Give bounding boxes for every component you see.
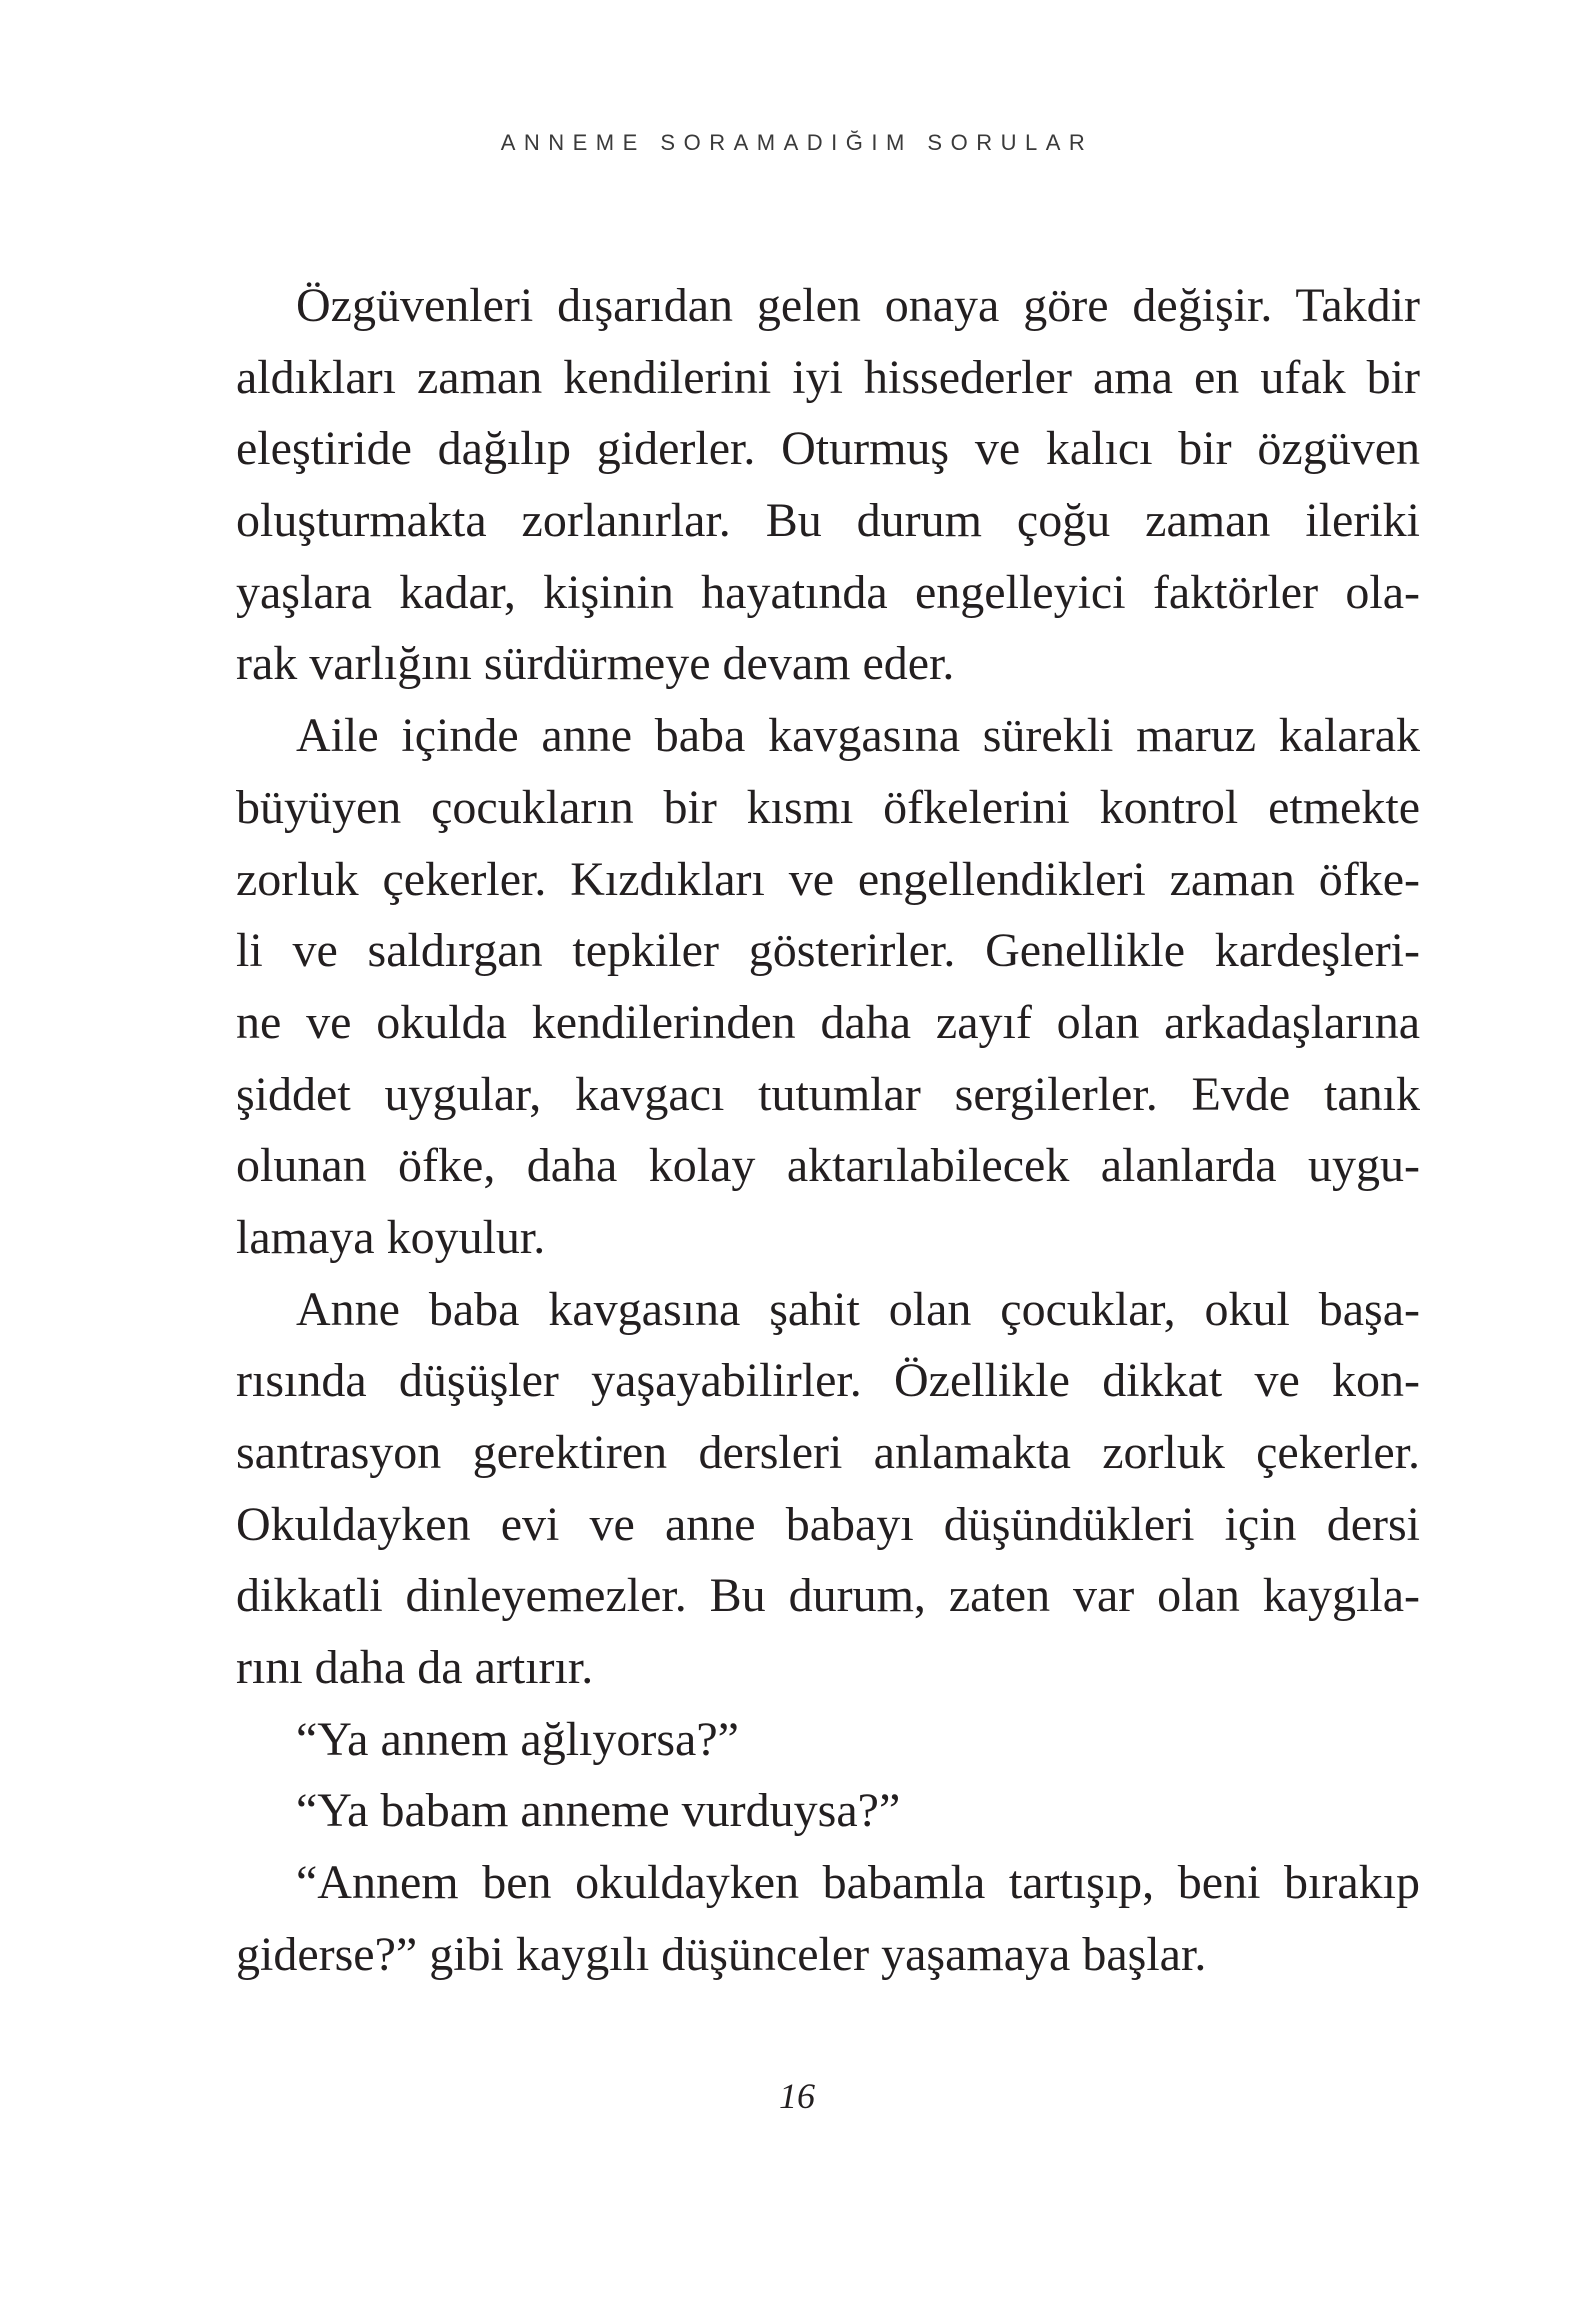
text-line: Özgüvenleri dışarıdan gelen onaya göre değişir. Takdir xyxy=(296,279,1420,332)
quote-line: “Ya babam anneme vurduysa?” xyxy=(296,1784,901,1838)
text-line: zorluk çekerler. Kızdıkları ve engellendikleri zaman öfke- xyxy=(236,852,1420,906)
text-line: santrasyon gerektiren dersleri anlamakta zorluk çekerler. xyxy=(236,1426,1420,1479)
text-line: oluşturmakta zorlanırlar. Bu durum çoğu zaman ileriki xyxy=(236,494,1420,548)
text-line: li ve saldırgan tepkiler gösterirler. Genellikle kardeşleri- xyxy=(236,924,1420,978)
text-line: ne ve okulda kendilerinden daha zayıf olan arkadaşlarına xyxy=(236,995,1420,1049)
quote-line: “Ya annem ağlıyorsa?” xyxy=(296,1712,739,1766)
text-line: olunan öfke, daha kolay aktarılabilecek alanlarda uygu- xyxy=(236,1139,1420,1193)
text-line: Aile içinde anne baba kavgasına sürekli maruz kalarak xyxy=(296,709,1420,763)
text-line: lamaya koyulur. xyxy=(236,1210,546,1264)
running-header: ANNEME SORAMADIĞIM SORULAR xyxy=(500,130,1094,155)
text-line: yaşlara kadar, kişinin hayatında engelleyici faktörler ola- xyxy=(236,565,1420,619)
body-text xyxy=(236,270,1420,1991)
text-line: Anne baba kavgasına şahit olan çocuklar, okul başa- xyxy=(296,1282,1420,1336)
text-line: aldıkları zaman kendilerini iyi hissederler ama en ufak bir xyxy=(236,350,1420,404)
page-number: 16 xyxy=(779,2076,815,2116)
text-line: büyüyen çocukların bir kısmı öfkelerini kontrol etmekte xyxy=(236,780,1420,834)
text-line: Okuldayken evi ve anne babayı düşündükleri için dersi xyxy=(236,1497,1420,1551)
text-line: dikkatli dinleyemezler. Bu durum, zaten var olan kaygıla- xyxy=(236,1569,1420,1623)
text-line: eleştiride dağılıp giderler. Oturmuş ve kalıcı bir özgüven xyxy=(236,422,1420,476)
text-line: rak varlığını sürdürmeye devam eder. xyxy=(236,637,955,691)
text-line: rısında düşüşler yaşayabilirler. Özellikle dikkat ve kon- xyxy=(236,1354,1420,1408)
text-line: rını daha da artırır. xyxy=(236,1641,594,1695)
text-line: giderse?” gibi kaygılı düşünceler yaşamaya başlar. xyxy=(236,1927,1207,1981)
text-line: şiddet uygular, kavgacı tutumlar sergilerler. Evde tanık xyxy=(236,1067,1420,1121)
quote-line: “Annem ben okuldayken babamla tartışıp, beni bırakıp xyxy=(296,1856,1420,1910)
